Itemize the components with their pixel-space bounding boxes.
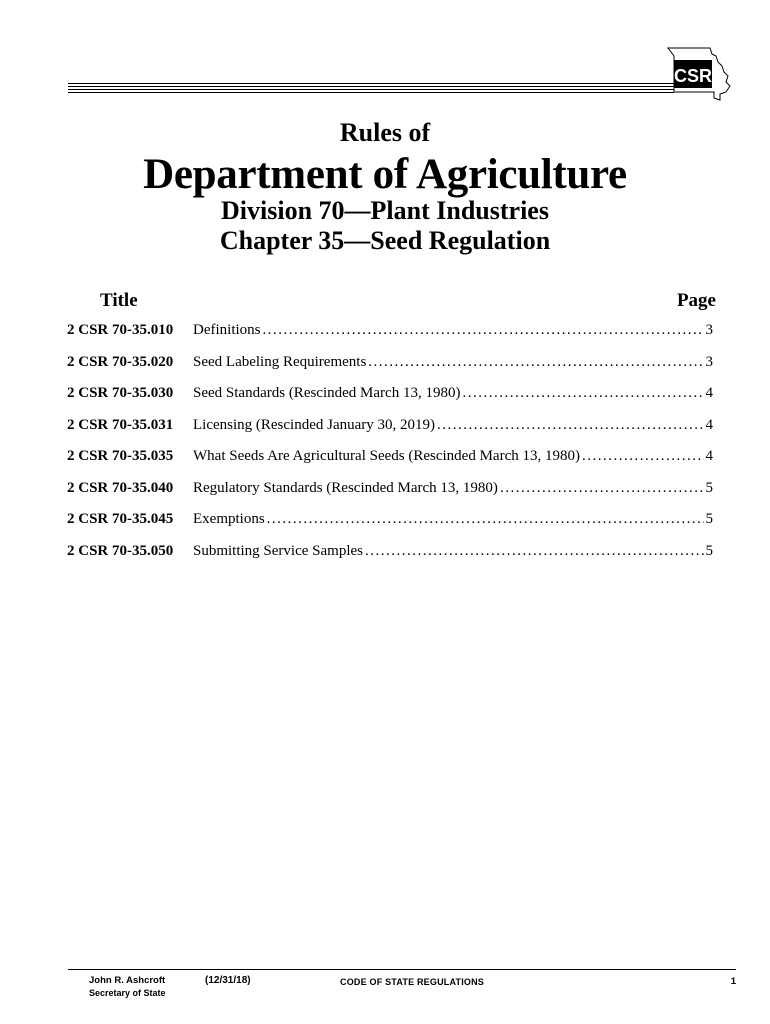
dot-leader bbox=[368, 354, 703, 371]
footer-date: (12/31/18) bbox=[205, 975, 251, 986]
rule-number: 2 CSR 70-35.010 bbox=[67, 322, 174, 338]
toc-row[interactable] bbox=[67, 511, 713, 543]
page-number: 4 bbox=[705, 448, 713, 464]
department-title: Department of Agriculture bbox=[143, 151, 627, 198]
toc-row[interactable] bbox=[67, 385, 713, 417]
footer-secretary-role: Secretary of State bbox=[89, 988, 166, 998]
dot-leader bbox=[462, 385, 703, 402]
dot-leader bbox=[365, 543, 704, 560]
page-number: 3 bbox=[705, 353, 713, 370]
toc-row[interactable] bbox=[67, 322, 713, 354]
dot-leader bbox=[437, 417, 703, 434]
toc-row[interactable] bbox=[67, 354, 713, 386]
table-of-contents bbox=[67, 322, 713, 574]
footer-secretary-name: John R. Ashcroft bbox=[89, 975, 166, 986]
toc-row[interactable] bbox=[67, 448, 713, 480]
rule-title: Definitions bbox=[193, 322, 261, 338]
csr-missouri-logo bbox=[664, 46, 734, 102]
page-number: 4 bbox=[705, 385, 713, 401]
rule-number: 2 CSR 70-35.020 bbox=[67, 353, 174, 370]
rule-title: Regulatory Standards (Rescinded March 13, 1980) bbox=[193, 479, 498, 496]
rule-number: 2 CSR 70-35.035 bbox=[67, 448, 174, 464]
rule-number: 2 CSR 70-35.045 bbox=[67, 511, 174, 527]
dot-leader bbox=[267, 511, 704, 528]
footer-rule bbox=[68, 969, 736, 970]
toc-row[interactable] bbox=[67, 543, 713, 575]
footer-page-number: 1 bbox=[730, 976, 736, 987]
logo-text: CSR bbox=[673, 66, 713, 86]
toc-row[interactable] bbox=[67, 480, 713, 512]
rule-number: 2 CSR 70-35.030 bbox=[67, 385, 174, 401]
rules-of-heading: Rules of bbox=[339, 118, 431, 147]
page-number: 5 bbox=[705, 479, 713, 496]
page-number: 5 bbox=[705, 511, 713, 527]
rule-title: Licensing (Rescinded January 30, 2019) bbox=[193, 416, 436, 433]
page-number: 5 bbox=[705, 542, 713, 559]
dot-leader bbox=[263, 322, 704, 339]
division-heading: Division 70—Plant Industries bbox=[221, 196, 549, 225]
rule-title: Seed Labeling Requirements bbox=[193, 353, 367, 370]
toc-page-column-header: Page bbox=[676, 290, 716, 311]
footer-publication: CODE OF STATE REGULATIONS bbox=[340, 977, 484, 987]
toc-row[interactable] bbox=[67, 417, 713, 449]
rule-number: 2 CSR 70-35.040 bbox=[67, 479, 174, 496]
rule-number: 2 CSR 70-35.031 bbox=[67, 416, 174, 433]
rule-title: Submitting Service Samples bbox=[193, 542, 363, 559]
chapter-heading: Chapter 35—Seed Regulation bbox=[219, 226, 551, 255]
rule-title: What Seeds Are Agricultural Seeds (Rescinded March 13, 1980) bbox=[193, 448, 580, 464]
toc-title-column-header: Title bbox=[100, 290, 138, 311]
page-number: 4 bbox=[705, 416, 713, 433]
page-number: 3 bbox=[705, 322, 713, 338]
dot-leader bbox=[500, 480, 704, 497]
rule-title: Seed Standards (Rescinded March 13, 1980) bbox=[193, 385, 461, 401]
rule-title: Exemptions bbox=[193, 511, 265, 527]
dot-leader bbox=[582, 448, 704, 465]
rule-number: 2 CSR 70-35.050 bbox=[67, 542, 174, 559]
header-double-rule bbox=[68, 83, 674, 96]
